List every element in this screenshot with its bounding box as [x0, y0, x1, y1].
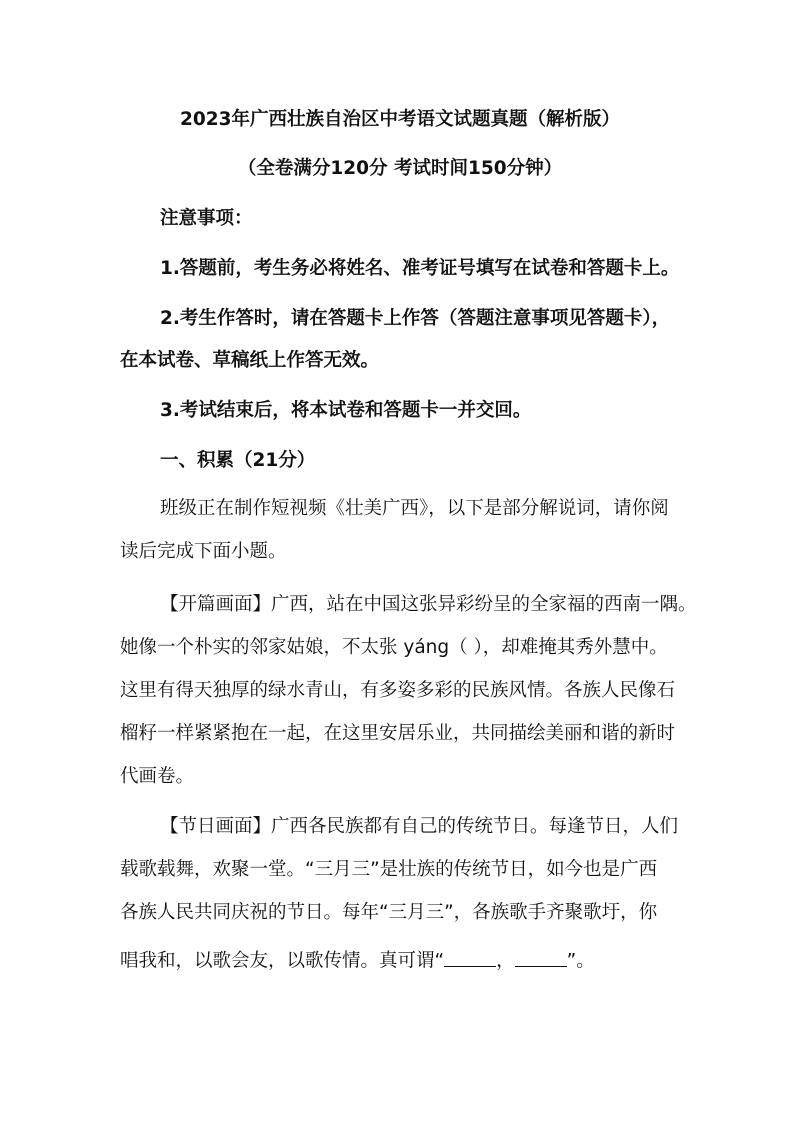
intro-line-1: 班级正在制作短视频《壮美广西》，以下是部分解说词，请你阅	[160, 498, 669, 519]
paragraph-1-line-5: 代画卷。	[120, 766, 195, 787]
paragraph-1-line-3: 这里有得天独厚的绿水青山，有多姿多彩的民族风情。各族人民像石	[120, 680, 676, 701]
paragraph-1-line-4: 榴籽一样紧紧抱在一起，在这里安居乐业，共同描绘美丽和谐的新时	[120, 723, 676, 744]
document-title: 2023年广西壮族自治区中考语文试题真题（解析版）	[180, 109, 620, 130]
paragraph-2-line-1: 【节日画面】广西各民族都有自己的传统节日。每逢节日，人们	[160, 816, 679, 837]
notice-item-2-line-2: 在本试卷、草稿纸上作答无效。	[120, 350, 380, 371]
document-subtitle: （全卷满分120分 考试时间150分钟）	[237, 158, 563, 179]
notice-item-2-line-1: 2.考生作答时，请在答题卡上作答（答题注意事项见答题卡），	[160, 308, 671, 329]
intro-line-2: 读后完成下面小题。	[120, 541, 287, 562]
paragraph-2-line-4-text-a: 唱我和，以歌会友，以歌传情。真可谓“	[120, 950, 445, 972]
paragraph-2-line-4-text-b: ”。	[566, 950, 595, 972]
paragraph-2-line-2: 载歌载舞，欢聚一堂。“三月三”是壮族的传统节日，如今也是广西	[120, 859, 658, 880]
paragraph-2-line-3: 各族人民共同庆祝的节日。每年“三月三”，各族歌手齐聚歌圩，你	[120, 902, 658, 923]
section-heading: 一、积累（21分）	[160, 450, 316, 471]
answer-blank-1	[444, 947, 496, 967]
blank-separator: ，	[496, 950, 515, 972]
answer-blank-2	[515, 947, 567, 967]
paragraph-1-line-1: 【开篇画面】广西，站在中国这张异彩纷呈的全家福的西南一隅。	[160, 594, 697, 615]
notice-heading: 注意事项：	[160, 208, 253, 229]
notice-item-1: 1.答题前，考生务必将姓名、准考证号填写在试卷和答题卡上。	[160, 258, 680, 279]
paragraph-1-line-2: 她像一个朴实的邻家姑娘，不太张 yáng（ ），却难掩其秀外慧中。	[120, 637, 668, 658]
notice-item-3: 3.考试结束后，将本试卷和答题卡一并交回。	[160, 400, 532, 421]
paragraph-2-line-4	[120, 947, 700, 971]
